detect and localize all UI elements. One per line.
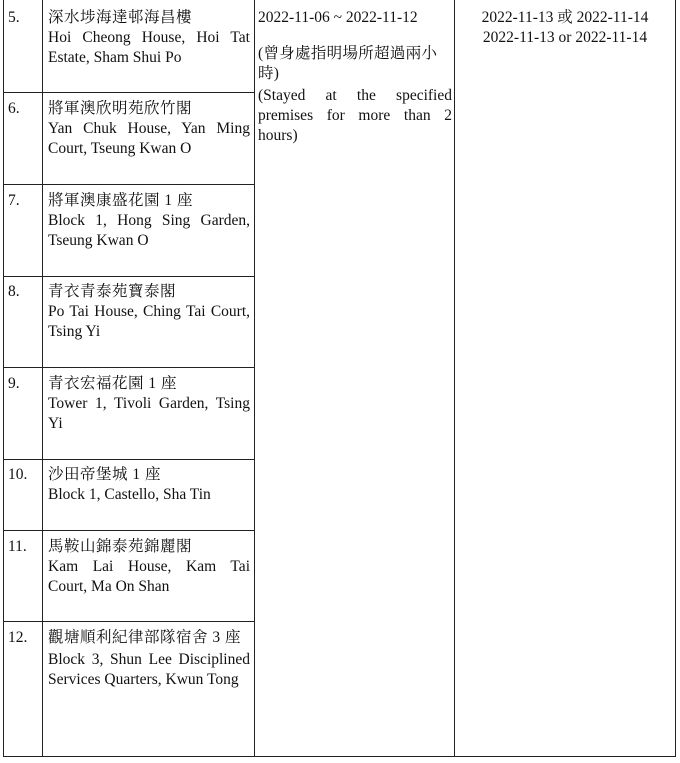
- premises-cell: [48, 537, 250, 597]
- visit-note-zh: (曾身處指明場所超過兩小時): [258, 45, 438, 82]
- premises-name-en: Block 3, Shun Lee Disciplined Services Quarters, Kwun Tong: [48, 651, 250, 688]
- row-divider: [3, 367, 255, 368]
- premises-name-zh: 將軍澳欣明苑欣竹閣: [48, 100, 193, 117]
- premises-cell: [48, 282, 250, 342]
- premises-cell: [48, 465, 250, 505]
- date-column-divider: [454, 0, 455, 757]
- row-number: 5.: [8, 9, 20, 26]
- row-number: 12.: [8, 629, 28, 646]
- premises-name-en: Block 1, Castello, Sha Tin: [48, 486, 211, 503]
- premises-name-zh: 將軍澳康盛花園 1 座: [48, 192, 194, 209]
- row-divider: [3, 530, 255, 531]
- premises-cell: [48, 99, 250, 159]
- premises-name-zh: 沙田帝堡城 1 座: [48, 466, 162, 483]
- premises-cell: [48, 374, 250, 434]
- row-divider: [3, 276, 255, 277]
- premises-name-en: Yan Chuk House, Yan Ming Court, Tseung Kwan O: [48, 120, 250, 157]
- row-divider: [3, 184, 255, 185]
- premises-name-en: Block 1, Hong Sing Garden, Tseung Kwan O: [48, 212, 250, 249]
- premises-name-en: Hoi Cheong House, Hoi Tat Estate, Sham Shui Po: [48, 29, 250, 66]
- visit-date-range: 2022-11-06 ~ 2022-11-12: [258, 9, 418, 26]
- premises-name-en: Po Tai House, Ching Tai Court, Tsing Yi: [48, 303, 250, 340]
- test-date-cell: [458, 8, 672, 48]
- table-bottom-border: [3, 756, 676, 757]
- test-date-en: 2022-11-13 or 2022-11-14: [482, 29, 648, 46]
- premises-name-zh: 觀塘順利紀律部隊宿舍 3 座: [48, 629, 242, 646]
- table-right-border: [675, 0, 676, 757]
- row-number: 8.: [8, 283, 20, 300]
- number-column-divider: [42, 0, 43, 757]
- row-number: 11.: [8, 538, 27, 555]
- premises-name-zh: 馬鞍山錦泰苑錦麗閣: [48, 538, 193, 555]
- row-divider: [3, 621, 255, 622]
- premises-cell: [48, 8, 250, 68]
- premises-name-zh: 深水埗海達邨海昌樓: [48, 9, 193, 26]
- visit-note-en: (Stayed at the specified premises for more than 2 hours): [258, 87, 452, 144]
- row-number: 6.: [8, 100, 20, 117]
- row-number: 7.: [8, 192, 20, 209]
- premises-name-zh: 青衣青泰苑寶泰閣: [48, 283, 177, 300]
- row-divider: [3, 459, 255, 460]
- premises-name-en: Tower 1, Tivoli Garden, Tsing Yi: [48, 395, 250, 432]
- row-divider: [3, 92, 255, 93]
- premises-name-zh: 青衣宏福花園 1 座: [48, 375, 178, 392]
- row-number: 9.: [8, 375, 20, 392]
- premises-name-en: Kam Lai House, Kam Tai Court, Ma On Shan: [48, 558, 250, 595]
- test-date-zh: 2022-11-13 或 2022-11-14: [481, 9, 649, 26]
- premises-cell: [48, 191, 250, 251]
- place-column-divider: [254, 0, 255, 757]
- table-left-border: [3, 0, 4, 757]
- premises-cell: [48, 628, 250, 690]
- row-number: 10.: [8, 466, 28, 483]
- visit-date-cell: [258, 8, 452, 146]
